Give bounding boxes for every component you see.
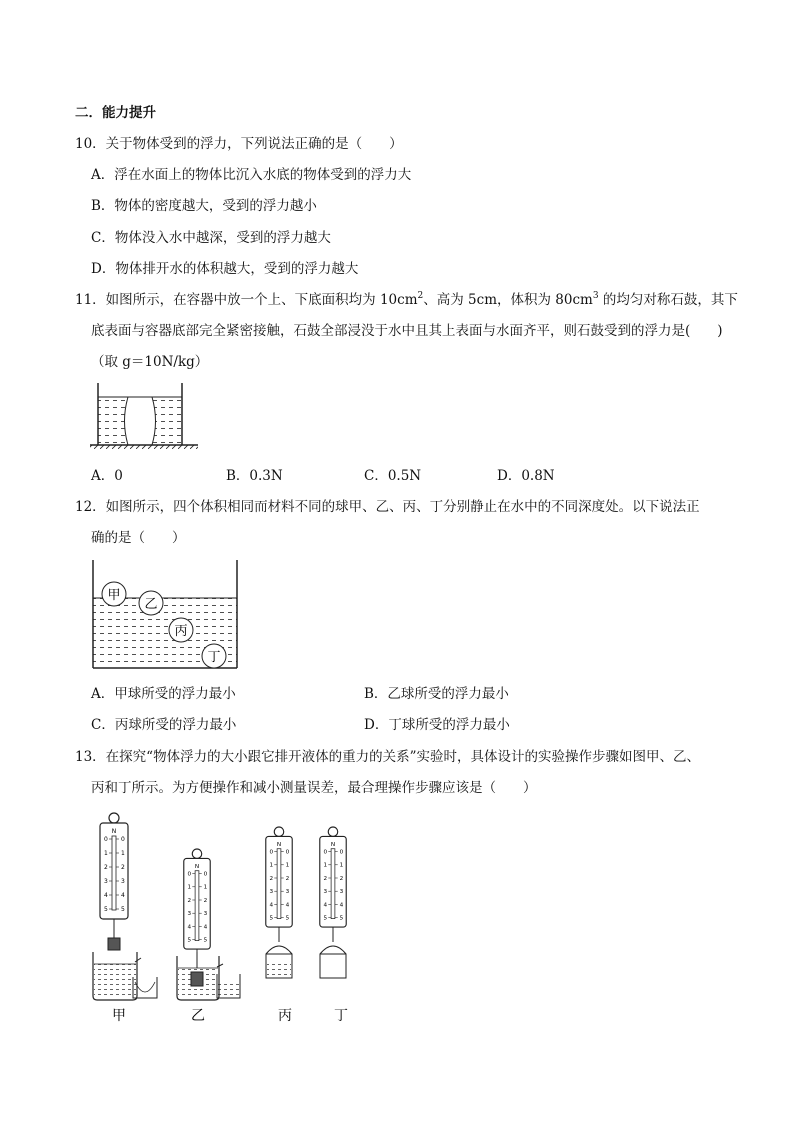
q11-option-d: D．0.8N xyxy=(497,468,555,484)
q12-beaker-figure xyxy=(91,560,241,670)
section-title: 二．能力提升 xyxy=(75,105,156,121)
q11-option-c: C．0.5N xyxy=(364,468,422,484)
q10-option-d: D．物体排开水的体积越大，受到的浮力越大 xyxy=(91,261,359,277)
q13-experiment-figure xyxy=(85,812,385,1032)
q11-stem-line2: 底表面与容器底部完全紧密接触，石鼓全部浸没于水中且其上表面与水面齐平，则石鼓受到的浮力是( ) xyxy=(91,323,723,339)
ball-bing-label: 丙 xyxy=(174,624,188,639)
q10-stem: 10．关于物体受到的浮力，下列说法正确的是（ ） xyxy=(75,136,403,152)
q11-option-b: B．0.3N xyxy=(226,468,283,484)
q12-stem-line2: 确的是（ ） xyxy=(91,530,186,546)
q13-stem-line1: 13．在探究“物体浮力的大小跟它排开液体的重力的关系”实验时，具体设计的实验操作步骤如图甲、乙、 xyxy=(75,749,700,765)
q12-option-c: C．丙球所受的浮力最小 xyxy=(91,717,237,733)
q11-stem-line3: （取 g＝10N/kg） xyxy=(91,354,209,370)
q11-stem-line1: 11．如图所示，在容器中放一个上、下底面积均为 $10cm^2$、高为 5cm，体积为 $80cm^3$ 的均匀对称石鼓，其下 xyxy=(75,291,738,308)
q13-stem-line2: 丙和丁所示。为方便操作和减小测量误差，最合理操作步骤应该是（ ） xyxy=(91,780,537,796)
ball-yi-label: 乙 xyxy=(144,597,158,612)
q11-container-figure xyxy=(88,383,198,448)
q12-stem-line1: 12．如图所示，四个体积相同而材料不同的球甲、乙、丙、丁分别静止在水中的不同深度处。以下说法正 xyxy=(75,499,700,515)
q10-option-b: B．物体的密度越大，受到的浮力越小 xyxy=(91,198,317,214)
ball-jia-label: 甲 xyxy=(107,588,121,603)
q12-option-a: A．甲球所受的浮力最小 xyxy=(91,686,236,702)
figure-label-jia: 甲 xyxy=(112,1008,126,1024)
q10-option-c: C．物体没入水中越深，受到的浮力越大 xyxy=(91,230,331,246)
q10-option-a: A．浮在水面上的物体比沉入水底的物体受到的浮力大 xyxy=(91,167,412,183)
ball-ding-label: 丁 xyxy=(207,650,221,665)
figure-label-ding: 丁 xyxy=(334,1008,348,1024)
q12-option-b: B．乙球所受的浮力最小 xyxy=(364,686,509,702)
q11-option-a: A．0 xyxy=(91,468,123,484)
figure-label-bing: 丙 xyxy=(278,1008,292,1024)
q12-option-d: D．丁球所受的浮力最小 xyxy=(364,717,510,733)
figure-label-yi: 乙 xyxy=(191,1008,205,1024)
